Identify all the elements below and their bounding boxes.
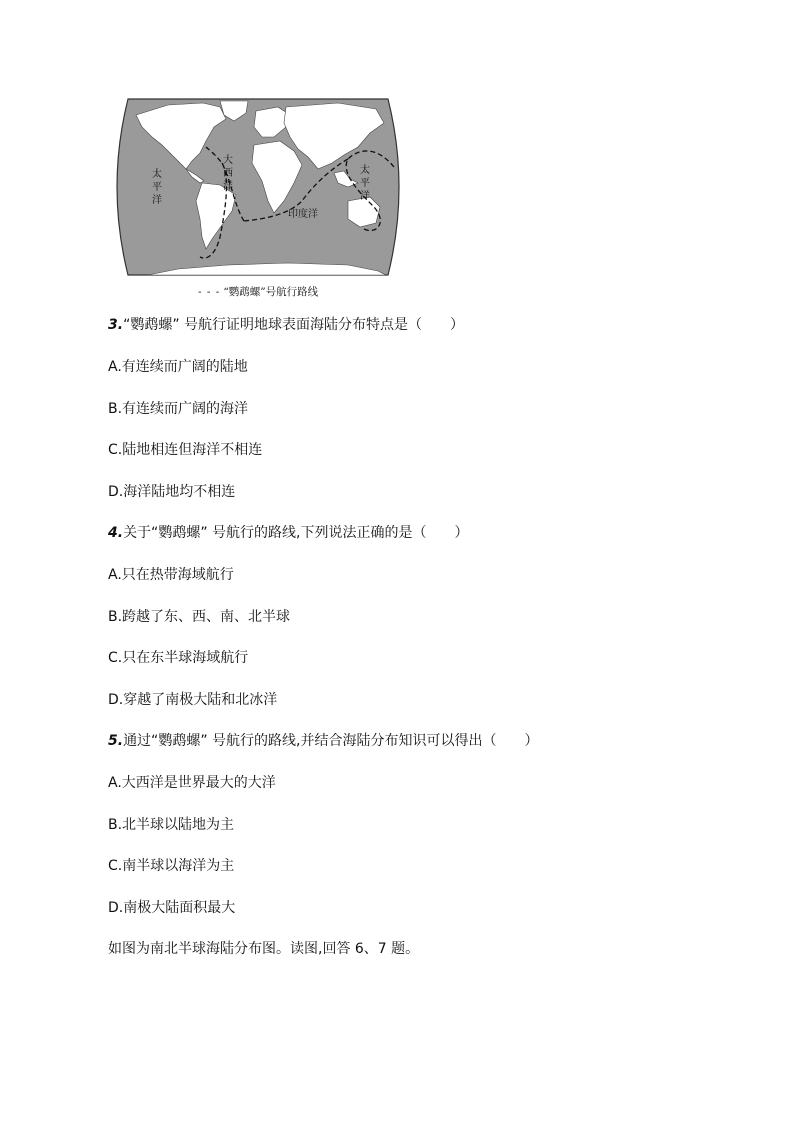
question-5-option-b[interactable]: B.北半球以陆地为主	[108, 817, 235, 833]
question-3-option-b[interactable]: B.有连续而广阔的海洋	[108, 401, 249, 417]
question-4-number: 4.	[108, 525, 124, 541]
world-map	[108, 97, 408, 277]
question-3-option-a[interactable]: A.有连续而广阔的陆地	[108, 359, 248, 375]
question-4-option-c[interactable]: C.只在东半球海域航行	[108, 650, 249, 666]
question-5-number: 5.	[108, 733, 124, 749]
legend-dash-symbol: - - -	[198, 286, 221, 298]
world-map-figure	[108, 97, 408, 277]
question-3-text: “鹦鹉螺” 号航行证明地球表面海陆分布特点是（ ）	[123, 317, 465, 333]
question-4-option-a[interactable]: A.只在热带海域航行	[108, 567, 234, 583]
question-4-text: 关于“鹦鹉螺” 号航行的路线,下列说法正确的是（ ）	[123, 525, 469, 541]
question-3-option-c[interactable]: C.陆地相连但海洋不相连	[108, 442, 263, 458]
map-label-pacific-right-2: 平	[360, 178, 370, 189]
map-label-pacific-left-3: 洋	[152, 195, 162, 206]
map-label-atlantic-2: 西	[223, 168, 233, 179]
question-4-option-b[interactable]: B.跨越了东、西、南、北半球	[108, 609, 291, 625]
legend-label: “鹦鹉螺”号航行路线	[223, 286, 319, 298]
question-5-option-a[interactable]: A.大西洋是世界最大的大洋	[108, 775, 276, 791]
map-label-atlantic-1: 大	[223, 155, 233, 166]
map-caption	[198, 284, 318, 299]
map-label-pacific-left-2: 平	[152, 182, 162, 193]
map-label-pacific-left-1: 太	[152, 169, 162, 180]
question-3-number: 3.	[108, 317, 124, 333]
next-figure-instruction: 如图为南北半球海陆分布图。读图,回答 6、7 题。	[108, 941, 420, 957]
question-5-option-c[interactable]: C.南半球以海洋为主	[108, 858, 235, 874]
question-3-stem	[108, 316, 464, 334]
question-3-option-d[interactable]: D.海洋陆地均不相连	[108, 484, 236, 500]
question-4-stem	[108, 524, 468, 542]
map-label-pacific-right-3: 洋	[360, 191, 370, 202]
map-label-indian: 印度洋	[288, 209, 318, 220]
question-4-option-d[interactable]: D.穿越了南极大陆和北冰洋	[108, 692, 278, 708]
question-5-option-d[interactable]: D.南极大陆面积最大	[108, 900, 236, 916]
question-5-text: 通过“鹦鹉螺” 号航行的路线,并结合海陆分布知识可以得出（ ）	[123, 733, 539, 749]
map-label-pacific-right-1: 太	[360, 165, 370, 176]
map-label-atlantic-3: 洋	[223, 181, 233, 192]
question-5-stem	[108, 732, 538, 750]
